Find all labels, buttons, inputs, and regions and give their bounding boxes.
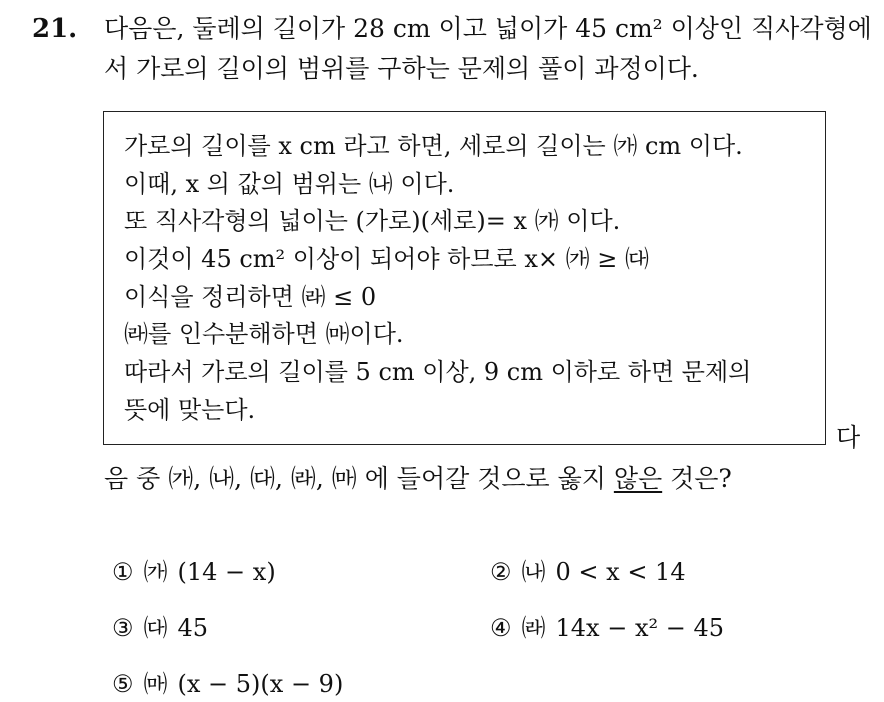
choice-4[interactable]	[490, 612, 724, 644]
choice-text: 0 < x < 14	[555, 558, 686, 586]
choice-2[interactable]	[490, 556, 686, 588]
choice-text: (x − 5)(x − 9)	[177, 670, 344, 698]
choice-text: 14x − x² − 45	[555, 614, 725, 642]
choice-text: 45	[177, 614, 209, 642]
stem-underlined-word: 않은	[613, 464, 663, 493]
solution-line: 이때, x 의 값의 범위는 ㈏ 이다.	[124, 170, 455, 198]
solution-line: ㈑를 인수분해하면 ㈒이다.	[124, 320, 404, 348]
choice-number: ⑤	[112, 670, 134, 698]
question-stem-line-1: 다음은, 둘레의 길이가 28 cm 이고 넓이가 45 cm² 이상인 직사각형에	[104, 14, 872, 43]
stem-text: 음 중 ㈎, ㈏, ㈐, ㈑, ㈒ 에 들어갈 것으로 옳지	[104, 464, 614, 493]
stem-text: 것은?	[662, 464, 732, 493]
choice-5[interactable]	[112, 668, 343, 700]
choice-1[interactable]	[112, 556, 276, 588]
choice-mark: ㈏	[521, 558, 546, 586]
choice-mark: ㈑	[521, 614, 546, 642]
choice-number: ④	[490, 614, 512, 642]
solution-line: 이식을 정리하면 ㈑ ≤ 0	[124, 283, 377, 311]
question-stem-line-2: 서 가로의 길이의 범위를 구하는 문제의 풀이 과정이다.	[104, 54, 699, 83]
choice-mark: ㈎	[143, 558, 168, 586]
question-stem-tail: 다	[836, 423, 861, 452]
solution-line: 또 직사각형의 넓이는 (가로)(세로)= x ㈎ 이다.	[124, 207, 621, 235]
solution-line: 뜻에 맞는다.	[124, 396, 256, 424]
choice-number: ①	[112, 558, 134, 586]
choice-mark: ㈐	[143, 614, 168, 642]
choice-mark: ㈒	[143, 670, 168, 698]
solution-line: 이것이 45 cm² 이상이 되어야 하므로 x× ㈎ ≥ ㈐	[124, 245, 649, 273]
choice-number: ②	[490, 558, 512, 586]
choice-number: ③	[112, 614, 134, 642]
question-stem-line-3	[104, 462, 732, 496]
choice-3[interactable]	[112, 612, 208, 644]
choice-text: (14 − x)	[177, 558, 276, 586]
solution-line: 따라서 가로의 길이를 5 cm 이상, 9 cm 이하로 하면 문제의	[124, 358, 752, 386]
solution-line: 가로의 길이를 x cm 라고 하면, 세로의 길이는 ㈎ cm 이다.	[124, 132, 743, 160]
question-number: 21.	[32, 14, 78, 44]
